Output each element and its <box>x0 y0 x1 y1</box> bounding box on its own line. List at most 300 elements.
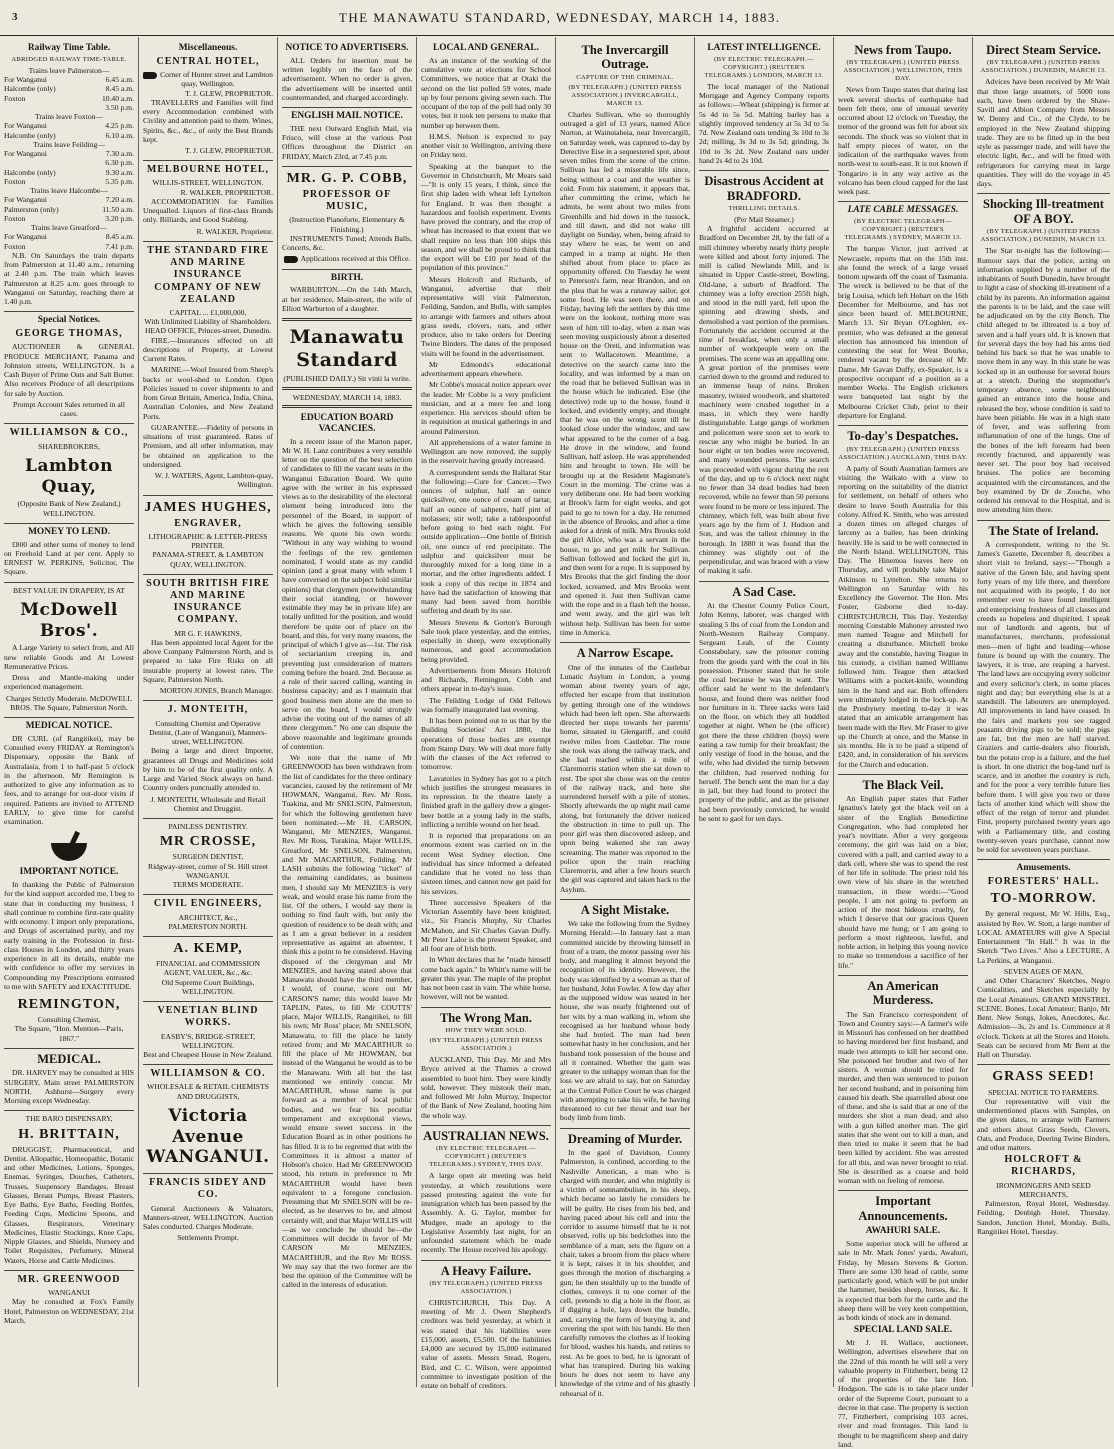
ad-medical-notice <box>4 721 134 826</box>
article-important-announcements <box>838 1194 968 1449</box>
ad-sub: WHOLESALE & RETAIL CHEMISTS AND DRUGGISTS, <box>147 1082 269 1101</box>
masthead <box>0 0 1114 36</box>
ad-body: ACCOMMODATION for Families Unequalled. Liquors of first-class Brands only. Billiards, and Good Stabling. <box>143 196 273 225</box>
mortar-and-pestle-icon <box>47 831 91 863</box>
article-heading: Important Announcements. <box>858 1194 948 1223</box>
divider <box>143 574 273 575</box>
newspaper-title: THE MANAWATU STANDARD, WEDNESDAY, MARCH 14, 1883. <box>338 9 781 25</box>
article-paragraph: The Feilding Lodge of Odd Fellows was formally inaugurated last evening. <box>421 695 551 714</box>
ad-williamson-chemists <box>143 1068 273 1168</box>
article-local-general <box>421 43 551 1002</box>
article-credit: (BY TELEGRAPH.) (UNITED PRESS ASSOCIATION.) <box>429 1279 543 1295</box>
ad-heading: THE BARO DISPENSARY, <box>25 1114 113 1124</box>
article-heading: Disastrous Accident at BRADFORD. <box>704 174 824 203</box>
ad-name: WILLIAMSON & CO. <box>150 1068 266 1080</box>
timetable-row <box>4 103 134 112</box>
ad-footer: Settlements Prompt. <box>177 1233 239 1243</box>
divider <box>143 495 273 496</box>
article-late-cable <box>838 205 968 420</box>
divider <box>977 1064 1110 1065</box>
timetable-row <box>4 84 134 93</box>
ad-charges: Charges Strictly Moderate. McDOWELL BROS. The Square, Palmerston North. <box>6 693 132 712</box>
ad-crosse <box>143 822 273 889</box>
timetable-group-2 <box>4 121 134 140</box>
timetable-group-5 <box>4 232 134 251</box>
ad-dress: Dress and Mantle-making under experienced management. <box>4 673 134 692</box>
ad-sub: ENGRAVER, <box>174 517 242 529</box>
ad-melbourne-hotel <box>143 164 273 236</box>
ad-body: DR. HARVEY may be consulted at HIS SURGERY, Main street PALMERSTON NORTH. Ashhurst—Surgery every Morning except Wednesday. <box>4 1068 134 1106</box>
ad-greenwood <box>4 1274 134 1325</box>
divider <box>699 581 829 582</box>
article-disastrous-accident <box>699 174 829 576</box>
article-heading: LATE CABLE MESSAGES. <box>847 205 959 216</box>
ad-body: Best and Cheapest House in New Zealand. <box>143 1050 273 1060</box>
article-sight-mistake <box>560 903 690 1123</box>
article-credit: (BY TELEGRAPH.) (UNITED PRESS ASSOCIATION.) AUCKLAND, THIS DAY. <box>838 445 968 461</box>
timetable-row <box>4 121 134 130</box>
ad-body: DRUGGIST, Pharmaceutical, and Dentist. Allopathic, Homeopathic, Botanic and other Medicines, Lotions, Sponges, Enemas, Syringes, Douches, Catheters, Trusses, Suspensory Bandages, Breast Glasses, Breast Pumps, Breast Plasters, Eye Baths, Eye Baths, Feeding Bottles, Feeding Cups, Medicine Spoons, and Glasses, Respirators, Veterinary Medicines, Elastic Stockings, Knee Caps, Nipple Glasses, and Shields, Nursery and Toilet Requisites, Perfumery, Mineral Waters, Horse and Cattle Medicines. <box>4 1144 134 1265</box>
divider <box>143 700 273 701</box>
ad-body: Our representative will visit the undermentioned places with Samples, on the given dates, to arrange with Farmers and others about Grass Seeds, Clovers, Oats, and Produce, Deering Twine Binders, and other matters. <box>977 1096 1110 1153</box>
ad-name: H. BRITTAIN, <box>18 1126 120 1142</box>
divider <box>421 1007 551 1008</box>
divider <box>977 520 1110 521</box>
notice-to-advertisers <box>282 43 412 102</box>
article-credit: (BY TELEGRAPH.) (UNITED PRESS ASSOCIATION.) DUNEDIN, MARCH 13. <box>980 228 1107 244</box>
ad-body2: Palmerston, Royal Hotel, Wednesday. Feilding, Denbigh Hotel, Thursday. Sandon, Junction Hotel, Monday. Bulls, Rangitikei Hotel, Tuesday. <box>977 1199 1110 1236</box>
ad-name: FRANCIS SIDEY AND CO. <box>149 1177 267 1201</box>
column-7 <box>834 37 973 1449</box>
divider <box>4 1270 134 1271</box>
article-paragraph: Mr J. H. Wallace, auctioneer, Wellington, advertises elsewhere that on the 22nd of this month he will sell a very valuable property in Fitzherbert, being 12 of the properties of the late Hon. Hodgson. The sale is to take place under order of the Supreme Court, pursuant to a decree in that case. The property is section 77, Fitzherbert, comprising 103 acres, river and road frontages. This land is thought to be magnificent sheep and dairy land. <box>838 1338 968 1449</box>
ad-important-notice <box>4 867 134 991</box>
english-mail-notice <box>282 111 412 161</box>
divider <box>838 1190 968 1191</box>
divider <box>838 975 968 976</box>
ad-name: A. KEMP, <box>173 941 243 957</box>
notice-body: ALL Orders for insertion must be written legibly on the face of the advertisement. When no order is given, the advertisement will be inserted until countermanded, and charged accordingly. <box>282 55 412 102</box>
article-subheading: HOW THEY WERE SOLD. <box>445 1026 527 1034</box>
ad-heading: GRASS SEED! <box>992 1069 1095 1085</box>
article-heading: The Wrong Man. <box>439 1010 533 1025</box>
divider <box>282 387 412 390</box>
timetable-row <box>4 168 134 177</box>
ad-address: Old Supreme Court Buildings, WELLINGTON. <box>161 977 255 996</box>
article-heading: A Sad Case. <box>732 584 796 599</box>
ad-central-hotel <box>143 56 273 155</box>
article-heading: AUSTRALIAN NEWS. <box>423 1128 549 1143</box>
article-credit: (BY TELEGRAPH.) (UNITED PRESS ASSOCIATION.) INVERCARGILL, MARCH 13. <box>568 83 682 107</box>
ad-tag: BEST VALUE IN DRAPERY, IS AT <box>12 585 126 595</box>
ad-kemp <box>143 940 273 996</box>
divider <box>143 818 273 819</box>
ad-address: Victoria Avenue WANGANUI. <box>146 1105 270 1168</box>
column-6 <box>695 37 834 1387</box>
column-3 <box>278 37 417 1387</box>
article-heading: The Invercargill Outrage. <box>581 43 669 72</box>
timetable-row <box>4 149 134 158</box>
timetable-destination: Halcombe (only) <box>4 130 56 140</box>
newspaper-nameplate <box>282 326 412 408</box>
article-heading: LOCAL AND GENERAL. <box>432 43 539 53</box>
article-american-murderess <box>838 979 968 1186</box>
article-paragraph: The local manager of the National Mortgage and Agency Company reports as follows:—Wheat (shipping) is firmer at 5s 4d to 5s 5d. Malting barley has a slightly improved tendency at 5s 3d to 5s 7d. New Zealand oats tending 3s 10d to 3s 2d; milling, 3s 3d to 3s 5d; grinding, 3s 10d to 3s 2d. New Zealand oats under hand 2s 4d to 2s 10d. <box>699 81 829 165</box>
article-heading: An American Murderess. <box>867 978 939 1008</box>
article-narrow-escape <box>560 646 690 894</box>
article-paragraph: AUCKLAND, This Day. Mr and Mrs Bryce arrived at the Thames a crowd assembled to hoot him. They were kindly sold, however. They mistook their man, and followed Mr John Murray, Inspector of the Bank of New Zealand, hooting him the whole way. <box>421 1055 551 1120</box>
divider <box>560 899 690 900</box>
timetable-row <box>4 242 134 251</box>
timetable-time: 7.30 a.m. <box>105 149 134 159</box>
ad-sign: J. MONTEITH, Wholesale and Retail Chemist and Druggist. <box>150 794 266 813</box>
ad-sub: SURGEON DENTIST, <box>172 852 244 862</box>
divider <box>143 1001 273 1002</box>
article-wrong-man <box>421 1011 551 1120</box>
ad-name: HOLCROFT & RICHARDS, <box>1004 1154 1083 1178</box>
timetable-time: 6.45 a.m. <box>105 75 134 85</box>
ad-heading: IMPORTANT NOTICE. <box>19 867 119 878</box>
column-1 <box>0 37 139 1387</box>
column-4 <box>417 37 556 1391</box>
article-paragraph: Mr Edmonds's educational advertisement appears elsewhere. <box>421 359 551 379</box>
ad-liability: With Unlimited Liability of Shareholders. <box>144 317 272 327</box>
article-paragraph: A correspondent sends the Ballarat Star the following:—Cure for Cancer.—Two ounces of sulphur, half an ounce quicksilver, one ounce of cream of tartar, half an ounce of saltpetre, half pint of molasses; stir well; take a tablespoonful before going to bed each night. For outside application—One bottle of British oil, one ounce of red precipitate. The sulphur and quicksilver must be thoroughly mixed for a long time in a mortar, and the other ingredients added. I took a copy of this recipe in 1874 and have had the satisfaction of knowing that many had been saved from horrible suffering and death by its use. <box>421 467 551 616</box>
article-paragraph: Lavatories in Sydney has got to a pitch which justifies the strongest measures in its repression. In the theatre lately a finished graft in the gallery drew a ginger-beer bottle at a young lady in the stalls, inflicting a terrible wound on her head. <box>421 773 551 829</box>
divider <box>977 193 1110 194</box>
article-paragraph: H.M.S. Nelson is expected to pay another visit to Wellington, arriving there on Friday next. <box>421 131 551 160</box>
article-paragraph: Messrs Holcroft and Richards, of Wanganui, advertise that their representative will visit Palmerston, Feilding, Sandon, and Bulls, with samples to arrange with farmers and others about grass seeds, clovers, oats, and other produce, also to take orders for Deering Twine Binders. The dates of the proposed visits will be found in the advertisement. <box>421 274 551 358</box>
ad-body: Being a large and direct Importer, guarantees all Drugs and Medicines sold by him to be of the first quality only. A Large and Varied Stock always on hand. Country orders punctually attended to. <box>143 746 273 793</box>
article-education-board <box>282 413 412 1290</box>
ad-tag: PAINLESS DENTISTRY. <box>168 822 248 832</box>
ad-name: MR. G. P. COBB, <box>286 170 408 186</box>
nameplate-motto: (PUBLISHED DAILY.) Sit vinti la verite. <box>283 374 411 384</box>
ad-body: AUCTIONEER & GENERAL PRODUCE MERCHANT, Panama and Johnston streets, WELLINGTON. Is a Cash Buyer of Prime Oats and Salt Butter. Also receives Produce of all descriptions for sale by Auction. <box>4 342 134 398</box>
ad-capital: CAPITAL ... £1,000,000, <box>169 307 247 317</box>
timetable-group-title: Trains leave Greatford— <box>30 223 108 233</box>
article-invercargill-outrage <box>560 43 690 637</box>
ad-monteith <box>143 704 273 813</box>
ad-body: £800 and other sums of money to lend on Freehold Land at per cent. Apply to ERNEST W. PERKINS, Solicitor, The Square. <box>4 539 134 577</box>
article-paragraph: In a recent issue of the Marton paper, Mr W. H. Lanz contributes a very sensible letter on the question of the best selection of candidates to fill the vacant seats in the Wanganui Education Board. We quite agree with the writer in his expressed views as to the desirability of the electoral element being introduced into the personnel of the Board, in support of which he gives the following sensible reasons. We quote his own words: "Without in any way wishing to wound the feelings of the rev. gentlemen nominated, I would state as my candid opinion (and a great many with whom I have conversed on the subject hold similar opinions) that clergymen (notwithstanding their social standing, or however estimable they may be in private life) are totally unfitted for the position, and would therefore be quite out of place on the board, and this, for very many reasons, the principal of which I give as—1st. The risk of sectarianism creeping in, and preventing just consideration of matters coming before the board. 2nd. Because as a rule of their sacred calling, wanting in business capacity; and as I maintain that good business men alone are the men to serve on the board, I would strongly advise the voting out of the names of all three clergymen." No one can dispute the above reasonable and legitimate grounds of contention. <box>282 436 412 751</box>
article-paragraph: Speaking at the banquet to the Governor in Christchurch, Mr Mears said—"It is only 15 years, I think, since the first ship laden with wheat left Lyttelton for England. It was then thought a hazardous and foolish experiment. Events have proved the contrary, and the crop of wheat has increased to that extent that we shall require no less than 100 ships this season, and we shall be proud to think that the export will be £10 per head of the population of this province." <box>421 161 551 273</box>
article-dreaming-of-murder <box>560 1132 690 1398</box>
article-paragraph: All apprehensions of a water famine in Wellington are now removed, the supply in the reservoir having greatly increased. <box>421 437 551 466</box>
article-paragraph: Advertisements from Messrs Holcroft and Richards, Remington, Cobb and others appear in to-day's issue. <box>421 665 551 694</box>
article-paragraph: It has been pointed out to us that by the Building Societies' Act 1880, the operations of those bodies are exempt from Stamp Duty. We will deal more fully with the clauses of the Act referred to tomorrow. <box>421 716 551 772</box>
timetable-group-title: Trains leave Foxton— <box>34 112 104 122</box>
timetable-destination: For Wanganui <box>4 75 47 85</box>
divider <box>143 894 273 895</box>
ad-guarantee: GUARANTEE.—Fidelity of persons in situations of trust guaranteed. Rates of Premium, and all other information, may be obtained on application to the undersigned. <box>143 422 273 469</box>
ad-sub2: LITHOGRAPHIC & LETTER-PRESS PRINTER. <box>148 531 268 551</box>
timetable-group-4 <box>4 195 134 223</box>
article-paragraph: CHRISTCHURCH, This Day. A meeting of Mr J. Owen Shepherd's creditors was held yesterday, at which it was stated that his liabilities were £15,000, assets, £5,500. Of the liabilities £4,000 are secured by 15,000 estimated value of assets. Messrs Stead, Rogers, Bird, and C. C. Wilson, were appointed committee to investigate position of the estate on behalf of creditors. <box>421 1297 551 1391</box>
birth-notice <box>282 273 412 314</box>
article-paragraph: Advices have been received by Mr Wait that three large steamers, of 5000 tons each, have been ordered by the Shaw-Savill and Albion Company from Messrs W. Denny and Co., of the Clyde, to be employed in the New Zealand shipping trade. They are to be fitted up in the best style as passenger trade, and will have the electric light, &c., and will be fitted with refrigerators for carrying meat in large quantities. They will do the voyage in 45 days. <box>977 77 1110 189</box>
article-paragraph: An English paper states that Father Ignatius's lately got the black veil on a sister of the English Benedictine Congregation, who had completed her year's novitiate. After a very gorgeous ceremony, the girl was laid on a bier, covered with a pall, and carried away to a dark cell, where she was to spend the rest of her life in solitude. The priest told his own view of his share in the wretched transaction, in these words:—"Good people, I am not going to perform an action of the most hideous cruelty, for which I deserve that our gracious Queen should have me hung; or I am going to perform a most righteous, lawful, and noble action, in helping this young novice to make so tremendous a sacrifice of her life." <box>838 794 968 970</box>
mail-heading: ENGLISH MAIL NOTICE. <box>291 111 403 122</box>
ad-address: PANAMA-STREET, & LAMBTON QUAY, WELLINGTON. <box>152 550 264 569</box>
article-credit: (BY TELEGRAPH.) (UNITED PRESS ASSOCIATION.) WELLINGTON, THIS DAY. <box>843 59 963 83</box>
article-paragraph: The Star to-night has the following:—Rumour says that the police, acting on information supplied by a number of the inhabitants of South Dunedin, have brought to light a case of shocking ill-treatment of a child by its parents. An information against the parents is to be laid, and the case will be adjudicated on by the city Bench. The child alleged to be illtreated is a boy of seven and a half years old. It is known that for several days the boy had his arms tied behind his back so that he was unable to move them in any way. In this state he was locked up in an outhouse for several hours at a stretch. During the stepmother's temporary absence, some neighbours gained an entrance into the house and released the boy, whose condition is said to have been pitiable. He was in a high state of fever, and was suffering from inflammation of one of the lungs. One of the bones of the left forearm had been recently fractured, and apparently was never set. The poor boy had received bruises. The police are becoming acquainted with the circumstances, and the boy examined by Dr de Zouche, who ordered his removal to the Hospital, and is now attending him there. <box>977 246 1110 515</box>
divider <box>421 1125 551 1126</box>
ad-name: VENETIAN BLIND WORKS. <box>157 1005 259 1029</box>
ad-grass-seed <box>977 1068 1110 1236</box>
divider <box>4 582 134 583</box>
ad-name: CIVIL ENGINEERS, <box>153 898 263 910</box>
ad-george-thomas <box>4 328 134 418</box>
article-paragraph: Charles Sullivan, who so thoroughly outraged a girl of 13 years, named Alice Norton, at Wainuiaheia, near Invercargill, on Saturday week, was captured to-day by Detective Eise in a sequestered spot, about seven miles from the scene of the crime. Sullivan has led a miserable life since, being without a coat and the weather is cold. From his statement, it appears that, after committing the crime, which he admits, he went about two miles from Greenhills and hid down in the tussock, and till dawn, and did not wake till daylight on Sunday, when, being afraid to stay where he was, he went on and camped in a tramp at night. He then shifted about from place to place as opportunity offered. On Tuesday he went to Peterson's farm, near Brandon, and on the plea that he was a runaway sailor, got some food. He was seen there, and on Friday, having left the settlers by this time were on the lookout, nothing more was seen of him till to-day, when a man was seen moving suspiciously about a deserted house on the Oreti, and information was sent to Wallacetown. Meantime, a detective on the search came into the locality, and was informed by a man on the road that he believed Sullivan was in the house which he indicated. Eise (the detective) rode up to the house, found it locked, and evidently empty, and thought that he was on the wrong scent till he looked close under the window, and saw what appeared to be the corner of a bag. He drove in the window, and found Sullivan, half asleep. He was apprehended him and brought to town. He will be brought up at the Resident Magistrate's Court in the morning. The crime was a very deliberate one. He had been working at Brook's farm for eight weeks, and got paid to go to town for a day. He returned in the absence of Brooks, and after a time asked for a drink of milk. Mrs Brooks told the girl Alice, who was a servant in the house, to go and get milk for Sullivan. Sullivan followed and locked the girl in, and then went for a rope. It is supposed by Mrs Brooks that the girl finding the door locked, screamed, and Mrs Brooks went and opened it. Just then Sullivan came with the rope and in a flash left the house, and went away, and the girl was left without help. Sullivan has been for some time in America. <box>560 109 690 637</box>
timetable-destination: For Wanganui <box>4 121 47 131</box>
ad-fire: FIRE.—Insurances effected on all descriptions of Property, at Lowest Current Rates. <box>143 335 273 364</box>
ad-brittain <box>4 1114 134 1265</box>
special-notices-heading: Special Notices. <box>37 315 101 326</box>
article-paragraph: In the gaol of Davidson, County Palmerston, is confined, according to the Nashville American, a man who is charged with murder, and who mightily is a victim of somnambulism, in his sleep, which became so lately he considers he will be guilty. He rises from his bed, and having paced about his cell and into the corridor to assume himself that he is not observed, rolls up his bedclothes into the semblance of a man, sets the figure on a chair, takes a broom from the place where it is kept, raises it in his shoulder, and goes through the motion of discharging a gun; he then stealthily up to the bundle of clothes, conveys it to one corner of the cell, pretends to dig a hole in the floor, as if digging a hole, lays down the bundle, and, carrying the form of burying it, and covering the spot with his hands. He then carefully removes the clothes as if looking for blood, washes his hands, and retires to rest. As he goes to bed, he is ignorant of what has transpired. During his waking hours he does not seem to have any knowledge of the crime and of his ghastly rehearsal of it. <box>560 1148 690 1398</box>
ad-name: MR. GREENWOOD <box>17 1273 121 1285</box>
article-australian-news <box>421 1129 551 1255</box>
divider <box>4 717 134 718</box>
article-credit: (BY ELECTRIC TELEGRAPH.—COPYRIGHT.) (REUTER'S TELEGRAMS.) LONDON, MARCH 13. <box>704 55 824 79</box>
article-paragraph: A frightful accident occurred at Bradford on December 28, by the fall of a mill chimney whereby nearly thirty people were killed and about forty injured. The mill is called Newlands Mill, and is situated in Upper Castle-street, Bowling, Old-lane, a suburb of Bradford. The chimney was a lofty erection 255ft high, and stood in the mill yard, fell upon the spinning and drawing sheds, and demolished a vast portion of the premises. Fortunately the accident occurred at the time of breakfast, when only a small number of workpeople were on the premises. The scene was an appalling one. A great portion of the premises were carried down to the ground and reduced to an immense heap of ruins. Broken masonry, twisted woodwork, and shattered machinery were crushed together in a mass, in which they were hardly distinguishable. Large gangs of workmen and policemen were soon set to work to rescue any who might be buried. In an hour eight or ten bodies were recovered, and many wounded persons. The search was proceeded with vigour during the rest of the day, and up to 6 o'clock next night no fewer than 34 dead bodies had been recovered, while no fewer than 50 persons were found to be more or less injured. The chimney, which fell, was built about five years ago by the firm of J. Hudson and Son, and was the tallest chimney in the borough. In 1880 it was found that the chimney was slightly out of the perpendicular, and was braced with a view of making it safe. <box>699 224 829 576</box>
ad-body2: INSTRUMENTS Tuned; Attends Balls, Concerts, &c. <box>282 233 412 253</box>
timetable-group-title: Trains leave Palmerston— <box>28 65 110 75</box>
article-heavy-failure <box>421 1264 551 1391</box>
page-columns <box>0 37 1114 1449</box>
divider <box>4 1048 134 1049</box>
divider <box>421 1260 551 1261</box>
ad-address: (Opposite Bank of New Zealand,) WELLINGTON. <box>17 499 121 518</box>
ad-sub: EASBY'S, BRIDGE-STREET, WELLINGTON. <box>160 1031 256 1050</box>
divider <box>282 166 412 167</box>
ad-address: WANGANUI <box>48 1288 90 1298</box>
ad-terms: TERMS MODERATE. <box>172 880 244 890</box>
ad-agent: W. J. WATERS, Agent, Lambton-quay, Wellington. <box>154 471 273 490</box>
ad-money-to-lend <box>4 527 134 577</box>
article-paragraph: Three successive Speakers of the Victorian Assembly have been knighted, viz., Sir Francis Murphy, Sir Charles McMahon, and Sir Charles Gavan Duffy. Mr Peter Lalor is the present Speaker, and all four are of Irish birth. <box>421 897 551 954</box>
ad-footer: Applications received at this Office. <box>300 254 411 264</box>
article-credit: (Per Mail Steamer.) <box>734 214 794 224</box>
divider <box>143 1173 273 1174</box>
birth-body: WARBURTON.—On the 14th March, at her residence, Main-street, the wife of Elliott Warburton of a daughter. <box>282 285 412 313</box>
ad-body: DR CURL (of Rangitikei), may be Consulted every FRIDAY at Remington's Dispensary, opposite the Bank of Australasia, from 1 to half-past 5 o'clock in the afternoon. Mr Remington is authorized to give any information as to fees, and to arrange for out-door visits if required. Patients are invited to ATTEND EARLY, to give time for careful examination. <box>4 733 134 827</box>
article-paragraph: The San Francisco correspondent of Town and Country says:—A farmer's wife in Missouri has confessed on her deathbed to having murdered her first husband, and made two attempts to kill her second one. She poisoned her brother and two of her sisters. A woman should be tried for murder, and then was sentenced to poison her second husband, and in poisoning him caused his death. She quarrelled about one of these, and she is said that at one of the murders she shot a man dead, and also with a gun killed another man. The girl states that she went out to kill a man, and then tried to make it seem that he had been killed by accident. She was arrested for all this, and was never brought to trial. She is described as a coarse and bold woman with no feeling of remorse. <box>838 1009 968 1186</box>
ad-williamson <box>4 427 134 517</box>
article-todays-despatches <box>838 429 968 769</box>
ad-proprietor: R. WALKER, PROPRIETOR. <box>180 187 273 197</box>
divider <box>143 936 273 937</box>
pointing-hand-icon <box>284 256 298 263</box>
ad-footer: Prompt Account Sales returned in all cases. <box>13 399 125 419</box>
ad-mcdowell-bros <box>4 586 134 712</box>
article-paragraph: A correspondent, writing to the St. James's Gazette, December 8, describes a short visit to Ireland, says:—"Though a native of the Green Isle, and having spent forty years of my life there, and therefore not acquainted with its people, I do not remember ever to have found intelligent and enterprising freshness of all classes and creeds so hopeless and dispirited. I speak not of landlords and agents, but of manufacturers, merchants, professional men—men of light and leading—whose future is bound up with the country. The lawyers, it is true, are reaping a harvest. The land laws are occupying every solicitor and every solicitor's clerk, in some places night and day; but everything else is at a standstill. The labourers are unemployed. All improvements in land have ceased. In the fairs and markets you see ragged peasants driving pigs to be sold; the pigs are fat, but the men are half starved. Graziers and cattle-dealers also flourish, but the potato crop is a failure, and the fuel is short. In one district the bog-land turf is scarce, and in another the country is rich, and for the poor a very terrible future lies before them. I will give you two or three facts of another kind which will show the effect of the reign of terror and plunder. First, property purchased twenty years ago with a Parliamentary title, and costing twenty-seven years purchase, cannot now be sold for seventeen years purchase. <box>977 539 1110 855</box>
divider <box>282 107 412 108</box>
article-subheading: SPECIAL LAND SALE. <box>853 1325 953 1336</box>
article-credit: (BY TELEGRAPH.) (UNITED PRESS ASSOCIATION.) DUNEDIN, MARCH 13. <box>980 59 1107 75</box>
ad-body: (Instruction Pianoforte, Elementary & Finishing.) <box>289 215 405 234</box>
divider <box>4 523 134 524</box>
article-heading: A Heavy Failure. <box>440 1263 532 1278</box>
article-paragraph: It is reported that preparations on an enormous extent was carried on in the recent West Sydney election. One individual has since informed a defeated candidate that he voted no less than sixteen times, and cannot now get paid for his services. <box>421 831 551 896</box>
ad-name: THE STANDARD FIRE AND MARINE INSURANCE COMPANY OF NEW ZEALAND <box>147 244 269 305</box>
ad-name: CENTRAL HOTEL, <box>156 55 260 67</box>
ad-name: MELBOURNE HOTEL, <box>146 164 270 176</box>
timetable-group-3 <box>4 149 134 186</box>
ad-amusements <box>977 863 1110 1059</box>
divider <box>4 311 134 312</box>
article-heading: The Black Veil. <box>862 777 944 792</box>
birth-heading: BIRTH. <box>330 272 364 283</box>
article-heading: To-day's Despatches. <box>847 429 959 444</box>
ad-branch: MORTON JONES, Branch Manager. <box>159 686 273 696</box>
ad-name: SOUTH BRITISH FIRE AND MARINE INSURANCE COMPANY. <box>146 577 270 626</box>
timetable-row <box>4 205 134 214</box>
article-heading: A Narrow Escape. <box>576 646 674 661</box>
article-heading: LATEST INTELLIGENCE. <box>707 43 821 53</box>
article-paragraph: A party of South Australian farmers are visiting the Waikato with a view to reporting on the suitability of the district for settlement, on behalf of others who desire to leave South Australia for this colony. Alfred K. Smith, who was arrested a dozen times on alleged charges of larceny as a bailee, has been drinking heavily. He is said to be well connected in the North Island. WELLINGTON, This Day. The Hinemoa leaves here on Thursday, and will probably take Major Atkinson to Lyttelton. She returns to Wellington on Saturday with his Excellency the Governor. The Hon. Mrs Foster, Gisborne died to-day. CHRISTCHURCH, This Day. Yesterday morning Constable Mahoney arrested two men named Teague and Mitchell for creating a disturbance. Mitchell broke away and the constable, having Teague in his custody, a civilian named Williams followed him. Teague then attacked Williams with a pocket-knife, wounding him in the hand and ear. Both offenders were ultimately lodged in the lock-up. At the Presbytery meeting to-day it was stated that an amicable arrangement has been made with the Rev. Mr Fraser to give up the Church at once, and the Manse in six months. He is to be paid a stipend of £420, and, in consideration of his services for the Church and education. <box>838 463 968 769</box>
railway-timetable <box>4 43 134 306</box>
article-heading: A Sight Mistake. <box>580 902 670 917</box>
ad-sub: Consulting Chemist and Operative Dentist, (Late of Wanganui), Manners-street, WELLINGTON. <box>149 718 267 747</box>
ad-body: Has been appointed local Agent for the above Company Palmerston North, and is prepared to take Fire Risks on all insurable property at lowest rates. The Square, Palmerston North. <box>143 637 273 684</box>
article-paragraph: News from Taupo states that during last week several shocks of earthquake had been felt there, one of unusual severity occurred about 12 o'clock on Tuesday, the tremor of the ground was felt for about six seconds. The shock was so violent that in half empty pieces of water, on the indication of the earthquake waves from north-west to south-east. It is not known if Tongariro is in any way active as the volcano has been cloud capped for the last week past. <box>838 85 968 197</box>
timetable-group-1 <box>4 75 134 112</box>
timetable-time: 3.50 p.m. <box>105 102 134 112</box>
article-subheading: AWAHURI SALE. <box>865 1226 941 1237</box>
ad-name: REMINGTON, <box>17 997 121 1013</box>
ad-heading: MEDICAL NOTICE. <box>25 721 113 732</box>
article-subheading: THRILLING DETAILS. <box>728 204 800 212</box>
ad-name: GEORGE THOMAS, <box>15 328 123 340</box>
page-number: 3 <box>12 10 18 23</box>
article-state-of-ireland <box>977 524 1110 855</box>
ad-sub: SHAREBROKERS, <box>38 441 100 451</box>
ad-proprietor: R. WALKER, Proprietor. <box>196 226 273 236</box>
divider <box>838 774 968 775</box>
ad-heading: MEDICAL. <box>37 1051 101 1066</box>
ad-sub: SPECIAL NOTICE TO FARMERS. <box>988 1087 1099 1097</box>
timetable-row <box>4 131 134 140</box>
ad-body: A Large Variety to select from, and All new reliable Goods and At Lowest Remunerative Prices. <box>4 643 134 671</box>
timetable-destination: For Wanganui <box>4 195 47 205</box>
timetable-subheading: ABRIDGED RAILWAY TIME-TABLE. <box>11 55 127 63</box>
timetable-group-title: Trains leave Feilding— <box>33 139 105 149</box>
article-paragraph: We take the following from the Sydney Morning Herald:—In January last a man committed suicide by throwing himself in front of a tram, the motor passing over his body, and mangling it almost beyond the recognition of its identity. However, the body was identified by a woman as that of her husband, John Fowler. A few day after as the supposed widow was seated in her house, she was nearly frightened out of her wits by a man walking in, whom she recognised as her husband whose body she had buried. The man had been somewhat hasty in her conclusion, and her husband took possession of the house and all it contained. Whether the gain was greater to the unhappy woman than for the loss we are afraid to say, but on Saturday at the Central Police Court he was charged with attempting to take his wife, he having threatened to cut her throat and tear her body limb from limb. <box>560 919 690 1123</box>
timetable-destination: For Wanganui <box>4 149 47 159</box>
timetable-row <box>4 158 134 167</box>
divider <box>143 1064 273 1065</box>
ad-cobb <box>282 170 412 264</box>
ad-proprietor: T. J. GLEW, PROPRIETOR. <box>185 146 273 155</box>
ad-address: PALMERSTON NORTH. <box>168 921 248 931</box>
divider <box>282 405 412 408</box>
timetable-row <box>4 94 134 103</box>
timetable-heading: Railway Time Table. <box>27 43 111 53</box>
ad-marine: MARINE.—Wool Insured from Sheep's backs or wool-shed to London. Open Policies issued to cover shipments to and from Great Britain, America, India, China, Australian Colonies, and New Zealand Ports. <box>143 365 273 421</box>
divider <box>282 269 412 270</box>
article-paragraph: At the Chester County Police Court, John Kenny, laborer, was charged with stealing 5 lbs of coal from the London and North-Western Railway Company. Sergeant Leah, of the County Constabulary, saw the prisoner coming from the goods yard with the coal in his possession. Prisoner stated that he stole the coal because he was in want. The officer said he went to the defendant's house, and found there was neither food nor furniture in it. Three sacks were laid on the floor, on which they all huddled together at night. When he (the officer) got there the three children (boys) were eating a raw turnip for their breakfast; the only vestige of food in the house, and the wife, who had divided the turnip between the children, had reserved nothing for herself. The bench sent the man for a day in jail, but they had found to protect the property of the public, and as the prisoner had been previously convicted, he would be sent to gaol for ten days. <box>699 601 829 823</box>
timetable-time: 8.45 a.m. <box>105 232 134 242</box>
ad-body: May be consulted at Fox's Family Hotel, Palmerston on WEDNESDAY, 21st March. <box>4 1297 134 1325</box>
timetable-time: 7.20 a.m. <box>105 195 134 205</box>
divider <box>143 241 273 242</box>
timetable-group-title: Trains leave Halcombe— <box>30 186 108 196</box>
divider <box>977 859 1110 860</box>
ad-south-british-insurance <box>143 578 273 696</box>
divider <box>282 318 412 321</box>
ad-civil-engineers <box>143 898 273 931</box>
timetable-note: N.B. On Saturdays the train departs from Palmerston at 11.40 a.m., returning at 2.40 p.m. The train which leaves Palmerston at 8.25 a.m. goes through to Wanganui on Saturday, reaching there at 1.40 p.m. <box>4 250 134 307</box>
timetable-time: 10.40 a.m. <box>101 93 134 103</box>
ad-sub: ARCHITECT, &c., <box>178 912 238 922</box>
column-5 <box>556 37 695 1398</box>
article-black-veil <box>838 778 968 970</box>
ad-address: WILLIS-STREET, WELLINGTON. <box>152 178 264 188</box>
ad-street: Lambton Quay, <box>25 455 113 497</box>
ad-body2: and Other Characters' Sketches, Negro Comicalities, and Sketches especially by the Local Amateurs. GRAND MINSTREL SCENE. Bones, Local Amateur; Banjo, Mr Bent. New Songs, Jokes, Anecdotes, &c. Admission—3s, 2s and 1s. Commence at 8 o'clock. Tickets at all the Stores and Hotels. Seats can be secured from Mr Bent at the Hall on Thursday. <box>977 976 1110 1060</box>
article-paragraph: Messrs Stevens & Gorton's Borough Sale took place yesterday, and the entries, especially in sheep, were exceptionally numerous, and good accommodation being provided. <box>421 617 551 664</box>
nameplate-title: Manawatu Standard <box>289 326 405 372</box>
divider <box>560 1128 690 1129</box>
timetable-destination: Foxton <box>4 241 26 251</box>
ad-name: MR CROSSE, <box>159 834 257 850</box>
article-paragraph: The barque Victor, just arrived at Newcastle, reports that on the 15th inst. she found the wreck of a large vessel bottom upwards off the coast of Tasmania. The wreck is believed to be that of the brig Louisa, which left Hobart on the 16th December for Melbourne, and has not since been heard of. MELBOURNE, March 13. Sir Bryan O'Loghlen, ex-premier, who was defeated at the general election has announced his intention of contesting the seat for West Bourke, rendered vacant by the decease of Mr. Dame. Mr Gavan Duffy, ex-Speaker, is a prospective occupant of a position as a member Works. The English cricketers were banqueted last night by the Melbourne Cricket Club, prior to their departure for England. <box>838 244 968 420</box>
ad-sub: TO-MORROW. <box>990 891 1097 907</box>
article-heading: EDUCATION BOARD VACANCIES. <box>300 412 394 434</box>
pointing-hand-icon <box>143 72 157 79</box>
article-heading: Shocking Ill-treatment OF A BOY. <box>983 197 1104 226</box>
timetable-time: 8.45 a.m. <box>105 84 134 94</box>
mail-body: THE next Outward English Mail, via Frisco, will close at the various Post Offices throughout the District on FRIDAY, March 23rd, at 7.45 p.m. <box>282 123 412 161</box>
article-body <box>421 56 551 1002</box>
ad-sub: FINANCIAL and COMMISSION AGENT, VALUER, &c., &c. <box>156 959 260 978</box>
divider <box>838 201 968 202</box>
article-heading: Dreaming of Murder. <box>567 1131 683 1146</box>
ad-remington <box>4 996 134 1043</box>
timetable-destination: Foxton <box>4 93 26 103</box>
timetable-row <box>4 232 134 241</box>
ad-name: WILLIAMSON & CO., <box>9 427 129 439</box>
divider <box>4 1110 134 1111</box>
article-heading: The State of Ireland. <box>988 523 1099 538</box>
divider <box>4 423 134 424</box>
divider <box>560 642 690 643</box>
ad-proprietor: T. J. GLEW, PROPRIETOR. <box>185 88 273 98</box>
article-heading: Direct Steam Service. <box>986 43 1101 57</box>
timetable-time: 6.10 a.m. <box>105 130 134 140</box>
timetable-destination: Palmerston (only) <box>4 204 59 214</box>
article-sad-case <box>699 585 829 823</box>
ad-standard-fire-insurance <box>143 245 273 490</box>
article-paragraph: A large open air meeting was held yesterday, at which resolutions were passed protesting against the vote for immigration which has been passed by the Assembly. A. G. Taylor, member for Mudgee, made an apology to the Legislative Assembly last night, for an unfounded statement which he made recently. The House received his apology. <box>421 1171 551 1255</box>
article-paragraph: In Whitt declares that he "made himself come back again." In Whitt's name will be greater this year. The maple of the prophet has not been cast in vain. The white horse, however, will not be wanted. <box>421 955 551 1002</box>
ad-name: JAMES HUGHES, <box>144 499 272 515</box>
article-credit: (BY TELEGRAPH.) (UNITED PRESS ASSOCIATION.) <box>429 1036 543 1052</box>
divider <box>143 160 273 161</box>
timetable-row <box>4 75 134 84</box>
timetable-time: 6.30 p.m. <box>105 158 134 168</box>
timetable-destination: Halcombe (only) <box>4 84 56 94</box>
ad-sidey <box>143 1177 273 1242</box>
ad-sub: Consulting Chemist, <box>37 1015 101 1025</box>
ad-address: Corner of Hunter street and Lambton quay, Wellington. <box>160 70 273 89</box>
ad-address: Ridgway-street, corner of St. Hill street WANGANUI. <box>148 861 268 880</box>
timetable-time: 7.41 p.m. <box>105 241 134 251</box>
article-paragraph: Some superior stock will be offered at sale in Mr. Mark Jones' yards, Awahuri, Friday, by Messrs Stevens & Gorton. There are some 130 head of cattle, some particularly good, which will be put under the hammer, besides sheep, horses, &c. It is expected that both for the cattle and the sheep there will be very keen competition, as both kinds of stock are in demand. <box>838 1239 968 1322</box>
timetable-row <box>4 177 134 186</box>
ad-venetian-blinds <box>143 1005 273 1059</box>
